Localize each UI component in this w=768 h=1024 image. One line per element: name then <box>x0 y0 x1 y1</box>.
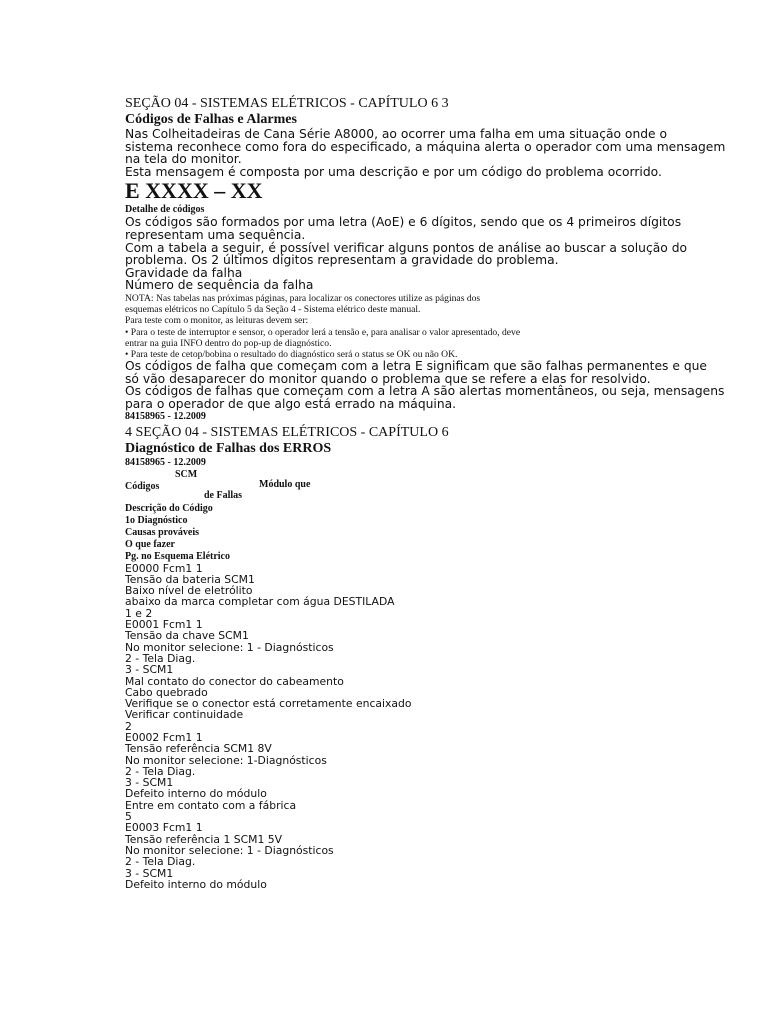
list-item: E0000 Fcm1 1 <box>125 561 203 575</box>
intro-paragraph <box>125 127 726 179</box>
list-item: Defeito interno do módulo <box>125 787 267 801</box>
text-line: para o operador de que algo está errado na máquina. <box>125 396 457 411</box>
list-item: 2 - Tela Diag. <box>125 855 196 869</box>
list-item: No monitor selecione: 1 - Diagnósticos <box>125 640 334 654</box>
text-line: só vão desaparecer do monitor quando o problema que se refere a elas for resolvido. <box>125 371 651 386</box>
list-item: E0001 Fcm1 1 <box>125 618 203 632</box>
document-page <box>125 95 726 891</box>
list-item: Tensão da bateria SCM1 <box>125 572 255 586</box>
column-header-codigos: Códigos <box>125 480 160 492</box>
detail-paragraph <box>125 216 700 292</box>
note-line: • Para teste de cetop/bobina o resultado do diagnóstico será o status se OK ou não OK. <box>125 348 458 360</box>
codes-paragraph <box>125 359 725 411</box>
list-item: 3 - SCM1 <box>125 866 174 880</box>
note-line: entrar na guia INFO dentro do pop-up de diagnóstico. <box>125 337 332 349</box>
text-line: sistema reconhece como fora do especificado, a máquina alerta o operador com uma mensagem <box>125 139 726 154</box>
document-number: 84158965 - 12.2009 <box>125 410 206 422</box>
list-item: abaixo da marca completar com água DESTILADA <box>125 595 395 609</box>
list-item: No monitor selecione: 1-Diagnósticos <box>125 753 327 767</box>
text-line: Nas Colheitadeiras de Cana Série A8000, ao ocorrer uma falha em uma situação onde o <box>125 127 668 141</box>
list-item: Mal contato do conector do cabeamento <box>125 674 344 688</box>
list-item: Tensão referência SCM1 8V <box>125 742 272 756</box>
text-line: Gravidade da falha <box>125 265 243 280</box>
section-header: SEÇÃO 04 - SISTEMAS ELÉTRICOS - CAPÍTULO 6 3 <box>125 96 449 111</box>
section-header: 4 SEÇÃO 04 - SISTEMAS ELÉTRICOS - CAPÍTULO 6 <box>125 424 449 440</box>
note-line: Para teste com o monitor, as leituras devem ser: <box>125 315 309 327</box>
text-line: representam uma sequência. <box>125 227 306 242</box>
list-item: Baixo nível de eletrólito <box>125 584 253 598</box>
heading-code-detail: Detalhe de códigos <box>125 204 205 216</box>
table-header-label: Causas prováveis <box>125 526 199 538</box>
text-line: Os códigos de falha que começam com a letra E significam que são falhas permanentes e que <box>125 359 707 374</box>
column-header-modulo-que: Módulo que <box>259 478 311 490</box>
code-format: E XXXX – XX <box>125 178 263 204</box>
table-header-columns <box>125 469 700 503</box>
list-item: 5 <box>125 810 132 824</box>
error-entries-list <box>125 563 700 891</box>
text-line: Número de sequência da falha <box>125 278 314 293</box>
list-item: Entre em contato com a fábrica <box>125 798 297 812</box>
column-header-de-fallas: de Fallas <box>204 489 243 501</box>
table-header-label: Descrição do Código <box>125 502 213 514</box>
document-number: 84158965 - 12.2009 <box>125 456 206 468</box>
note-line: esquemas elétricos no Capítulo 5 da Seção 4 - Sistema elétrico deste manual. <box>125 304 421 316</box>
heading-fault-codes: Códigos de Falhas e Alarmes <box>125 112 297 127</box>
table-header-lines <box>125 503 700 563</box>
text-line: Os códigos de falhas que começam com a letra A são alertas momentâneos, ou seja, mensagens <box>125 384 725 399</box>
list-item: Verificar continuidade <box>125 708 244 722</box>
text-line: na tela do monitor. <box>125 152 242 167</box>
note-line: • Para o teste de interruptor e sensor, o operador lerá a tensão e, para analisar o valor apresentado, deve <box>125 326 521 338</box>
list-item: Verifique se o conector está corretamente encaixado <box>125 697 412 711</box>
list-item: Tensão da chave SCM1 <box>125 629 249 643</box>
text-line: Esta mensagem é composta por uma descrição e por um código do problema ocorrido. <box>125 164 662 179</box>
table-header-label: O que fazer <box>125 538 175 550</box>
list-item: Defeito interno do módulo <box>125 877 267 891</box>
list-item: 2 - Tela Diag. <box>125 764 196 778</box>
list-item: 1 e 2 <box>125 606 153 620</box>
heading-error-diagnosis: Diagnóstico de Falhas dos ERROS <box>125 440 332 456</box>
text-line: Com a tabela a seguir, é possível verificar alguns pontos de análise ao buscar a solução do <box>125 240 688 255</box>
list-item: 3 - SCM1 <box>125 663 174 677</box>
list-item: E0003 Fcm1 1 <box>125 821 203 835</box>
note-line: NOTA: Nas tabelas nas próximas páginas, para localizar os conectores utilize as páginas dos <box>125 292 481 304</box>
list-item: 2 <box>125 719 132 733</box>
list-item: 2 - Tela Diag. <box>125 651 196 665</box>
note-block <box>125 293 700 360</box>
list-item: Cabo quebrado <box>125 685 208 699</box>
text-line: problema. Os 2 últimos dígitos representam a gravidade do problema. <box>125 253 559 268</box>
column-header-scm: SCM <box>175 468 198 480</box>
text-line: Os códigos são formados por uma letra (AoE) e 6 dígitos, sendo que os 4 primeiros dígitos <box>125 215 682 230</box>
list-item: E0002 Fcm1 1 <box>125 730 203 744</box>
table-header-label: Pg. no Esquema Elétrico <box>125 550 230 562</box>
list-item: Tensão referência 1 SCM1 5V <box>125 832 283 846</box>
list-item: 3 - SCM1 <box>125 776 174 790</box>
list-item: No monitor selecione: 1 - Diagnósticos <box>125 843 334 857</box>
table-header-label: 1o Diagnóstico <box>125 514 188 526</box>
